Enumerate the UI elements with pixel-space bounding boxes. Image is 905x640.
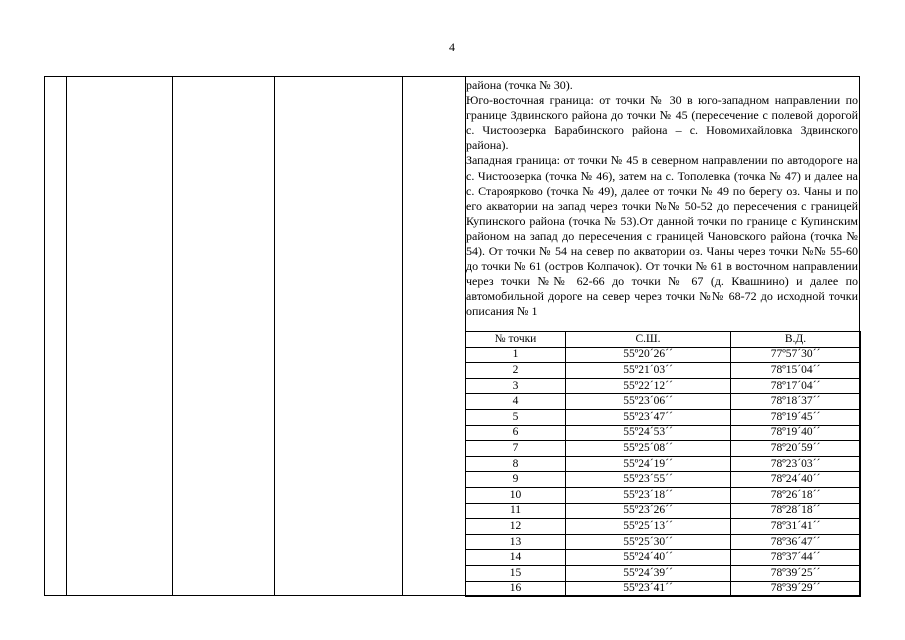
coordinates-table [465, 331, 861, 597]
longitude-cell: 78º24´40´´ [731, 472, 861, 488]
table-row [466, 472, 861, 488]
longitude-cell: 78º26´18´´ [731, 487, 861, 503]
header-latitude: С.Ш. [566, 332, 731, 348]
description-paragraph-2: Юго-восточная граница: от точки № 30 в юго-западном направлении по границе Здвинского района до точки № 45 (пересечение с полевой дорогой с. Чистоозерка Барабинского района – с. Новомихайловка Здвинского района). [466, 93, 858, 153]
table-row [466, 503, 861, 519]
latitude-cell: 55º23´06´´ [566, 394, 731, 410]
point-number-cell: 3 [466, 378, 566, 394]
table-row [466, 363, 861, 379]
point-number-cell: 6 [466, 425, 566, 441]
point-number-cell: 5 [466, 409, 566, 425]
point-number-cell: 9 [466, 472, 566, 488]
header-longitude: В.Д. [731, 332, 861, 348]
point-number-cell: 7 [466, 441, 566, 457]
latitude-cell: 55º25´30´´ [566, 534, 731, 550]
table-row [466, 347, 861, 363]
coordinates-table-body [466, 347, 861, 597]
table-row [466, 378, 861, 394]
latitude-cell: 55º25´13´´ [566, 519, 731, 535]
point-number-cell: 4 [466, 394, 566, 410]
column-divider-3 [274, 77, 275, 595]
longitude-cell: 78º39´29´´ [731, 581, 861, 597]
point-number-cell: 12 [466, 519, 566, 535]
boundary-description [466, 78, 858, 320]
longitude-cell: 78º17´04´´ [731, 378, 861, 394]
point-number-cell: 1 [466, 347, 566, 363]
latitude-cell: 55º23´55´´ [566, 472, 731, 488]
table-row [466, 487, 861, 503]
point-number-cell: 11 [466, 503, 566, 519]
table-row [466, 425, 861, 441]
latitude-cell: 55º23´47´´ [566, 409, 731, 425]
table-row [466, 456, 861, 472]
table-row [466, 441, 861, 457]
longitude-cell: 78º37´44´´ [731, 550, 861, 566]
description-paragraph-3: Западная граница: от точки № 45 в северном направлении по автодороге на с. Чистоозерка (точка № 46), затем на с. Тополевка (точка № 47) и далее на с. Староярково (точка № 49), далее от точки № 49 по берегу оз. Чаны и по его акватории на запад через точки №№ 50-52 до пересечения с границей Купинского района (точка № 53).От данной точки по границе с Купинским районом на запад до пересечения с границей Чановского района (точка № 54). От точки № 54 на север по акватории оз. Чаны через точки №№ 55-60 до точки № 61 (остров Колпачок). От точки № 61 в восточном направлении через точки №№ 62-66 до точки № 67 (д. Квашнино) и далее по автомобильной дороге на север через точки №№ 68-72 до исходной точки описания № 1 [466, 153, 858, 319]
point-number-cell: 10 [466, 487, 566, 503]
column-divider-4 [402, 77, 403, 595]
header-point-number: № точки [466, 332, 566, 348]
latitude-cell: 55º22´12´´ [566, 378, 731, 394]
point-number-cell: 15 [466, 565, 566, 581]
table-row [466, 565, 861, 581]
longitude-cell: 78º18´37´´ [731, 394, 861, 410]
description-paragraph-1: района (точка № 30). [466, 78, 573, 92]
table-row [466, 550, 861, 566]
longitude-cell: 78º20´59´´ [731, 441, 861, 457]
table-row [466, 581, 861, 597]
longitude-cell: 78º19´45´´ [731, 409, 861, 425]
page-number: 4 [449, 40, 455, 54]
point-number-cell: 8 [466, 456, 566, 472]
point-number-cell: 2 [466, 363, 566, 379]
longitude-cell: 78º28´18´´ [731, 503, 861, 519]
latitude-cell: 55º24´53´´ [566, 425, 731, 441]
latitude-cell: 55º25´08´´ [566, 441, 731, 457]
point-number-cell: 16 [466, 581, 566, 597]
longitude-cell: 78º36´47´´ [731, 534, 861, 550]
longitude-cell: 78º19´40´´ [731, 425, 861, 441]
longitude-cell: 78º15´04´´ [731, 363, 861, 379]
latitude-cell: 55º24´19´´ [566, 456, 731, 472]
latitude-cell: 55º24´40´´ [566, 550, 731, 566]
table-row [466, 534, 861, 550]
latitude-cell: 55º23´41´´ [566, 581, 731, 597]
longitude-cell: 77º57´30´´ [731, 347, 861, 363]
column-divider-2 [172, 77, 173, 595]
table-header-row [466, 332, 861, 348]
point-number-cell: 14 [466, 550, 566, 566]
latitude-cell: 55º23´26´´ [566, 503, 731, 519]
column-divider-1 [66, 77, 67, 595]
latitude-cell: 55º21´03´´ [566, 363, 731, 379]
longitude-cell: 78º31´41´´ [731, 519, 861, 535]
latitude-cell: 55º24´39´´ [566, 565, 731, 581]
latitude-cell: 55º20´26´´ [566, 347, 731, 363]
table-row [466, 409, 861, 425]
point-number-cell: 13 [466, 534, 566, 550]
longitude-cell: 78º39´25´´ [731, 565, 861, 581]
latitude-cell: 55º23´18´´ [566, 487, 731, 503]
table-row [466, 394, 861, 410]
table-row [466, 519, 861, 535]
longitude-cell: 78º23´03´´ [731, 456, 861, 472]
